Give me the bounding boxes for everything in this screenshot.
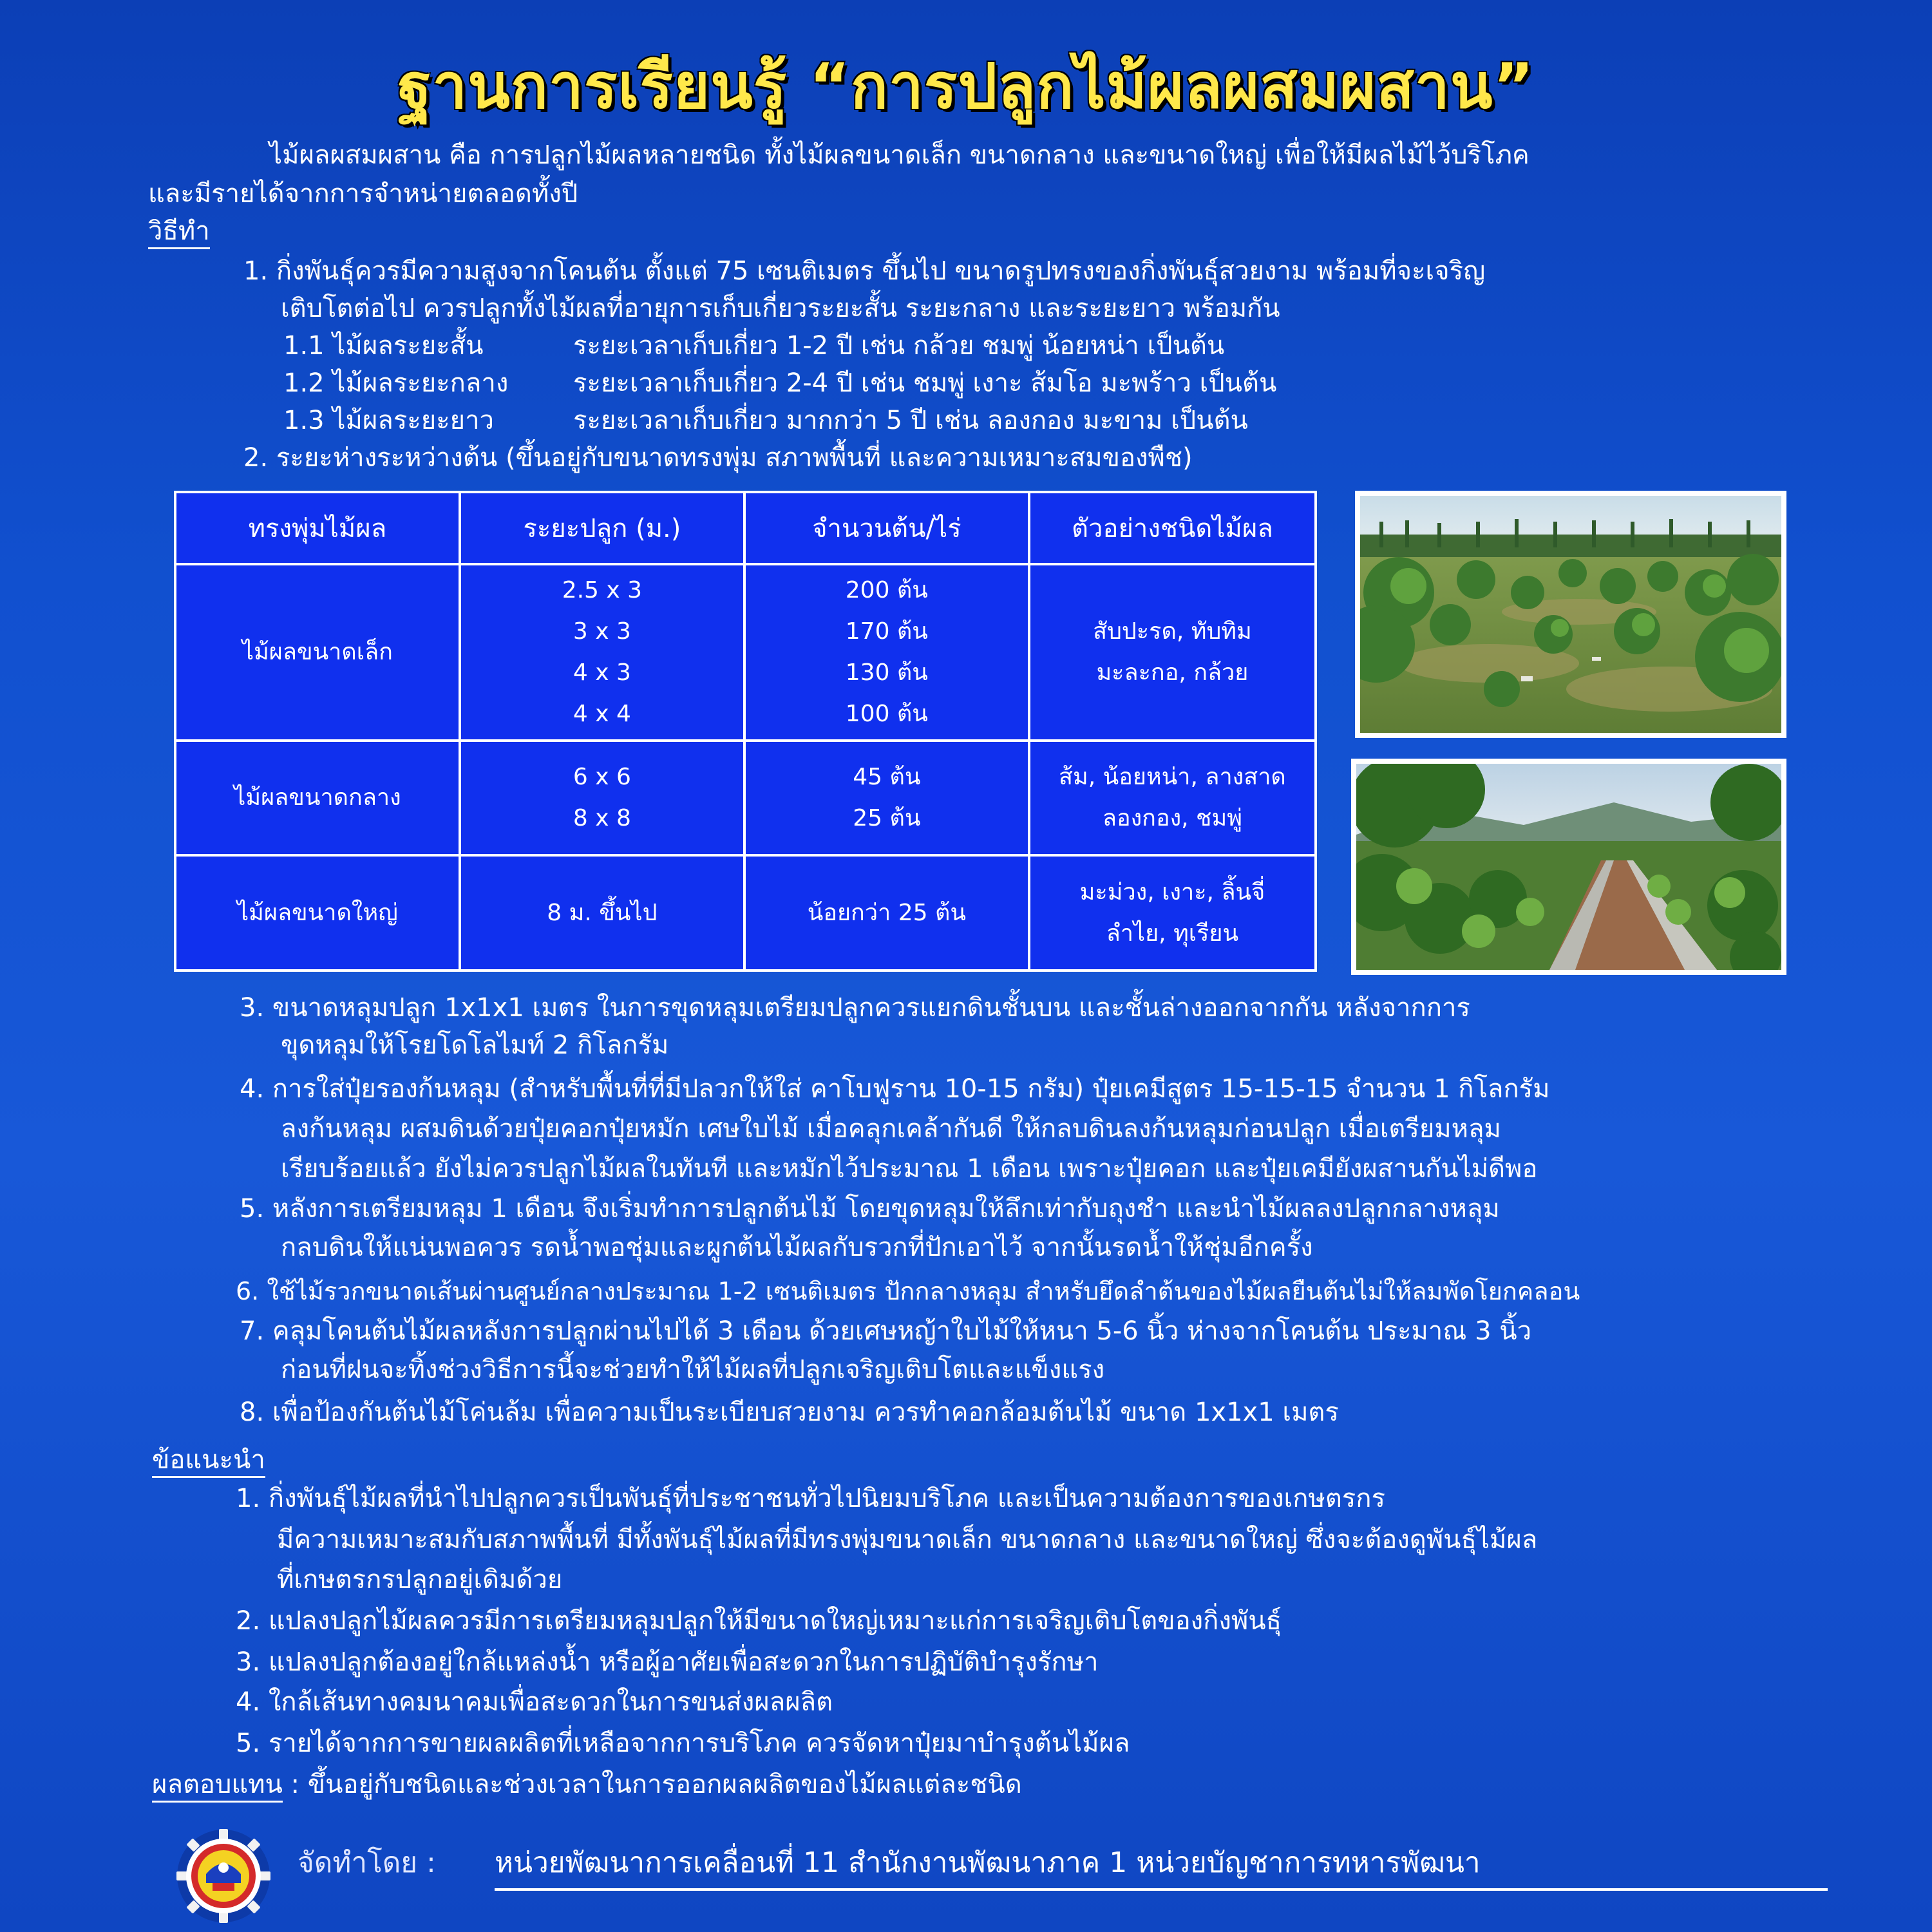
table-cell-spacing (460, 564, 744, 741)
spacing-value: 6 x 6 (573, 764, 631, 790)
advice-4: 4. ใกล้เส้นทางคมนาคมเพื่อสะดวกในการขนส่งผลผลิต (236, 1687, 833, 1717)
return-text: : ขึ้นอยู่กับชนิดและช่วงเวลาในการออกผลผลิตของไม้ผลแต่ละชนิด (282, 1770, 1022, 1799)
table-cell-examples (1029, 564, 1316, 741)
footer-underline (495, 1888, 1828, 1891)
table-cell-examples (1029, 741, 1316, 855)
table-header: จำนวนต้น/ไร่ (744, 492, 1029, 564)
table-cell-type: ไม้ผลขนาดเล็ก (175, 564, 460, 741)
example-value: สับปะรด, ทับทิม (1093, 618, 1252, 645)
method-heading (148, 211, 210, 251)
return-label: ผลตอบแทน (152, 1770, 283, 1803)
table-row (175, 741, 1316, 855)
footer-label: จัดทำโดย : (298, 1846, 436, 1879)
example-value: มะละกอ, กล้วย (1096, 659, 1249, 686)
spacing-value: 8 ม. ขึ้นไป (547, 899, 658, 926)
spacing-value: 3 x 3 (573, 618, 631, 645)
step-4-line-3: เรียบร้อยแล้ว ยังไม่ควรปลูกไม้ผลในทันที และหมักไว้ประมาณ 1 เดือน เพราะปุ๋ยคอก และปุ๋ยเคมียังผสานกันไม่ดีพอ (281, 1154, 1538, 1184)
intro-line-2: และมีรายได้จากการจำหน่ายตลอดทั้งปี (148, 179, 578, 209)
orchard-photo-1 (1355, 491, 1786, 738)
step-5-line-1: 5. หลังการเตรียมหลุม 1 เดือน จึงเริ่มทำการปลูกต้นไม้ โดยขุดหลุมให้ลึกเท่ากับถุงชำ และนำไม้ผลลงปลูกกลางหลุม (240, 1194, 1500, 1224)
step-4-line-1: 4. การใส่ปุ๋ยรองก้นหลุม (สำหรับพื้นที่ที่มีปลวกให้ใส่ คาโบฟูราน 10-15 กรัม) ปุ๋ยเคมีสูตร 15-15-15 จำนวน 1 กิโลกรัม (240, 1074, 1550, 1104)
table-row (175, 564, 1316, 741)
orchard-photo-2-image (1356, 764, 1781, 970)
sub-item-label: 1.1 ไม้ผลระยะสั้น (283, 331, 484, 361)
table-cell-count (744, 741, 1029, 855)
orchard-photo-2 (1351, 759, 1786, 975)
step-1-line-1: 1. กิ่งพันธุ์ควรมีความสูงจากโคนต้น ตั้งแต่ 75 เซนติเมตร ขึ้นไป ขนาดรูปทรงของกิ่งพันธุ์สวยงาม พร้อมที่จะเจริญ (243, 256, 1486, 286)
step-6: 6. ใช้ไม้รวกขนาดเส้นผ่านศูนย์กลางประมาณ 1-2 เซนติเมตร ปักกลางหลุม สำหรับยึดลำต้นของไม้ผลยืนต้นไม่ให้ลมพัดโยกคลอน (236, 1277, 1580, 1305)
table-cell-spacing (460, 741, 744, 855)
table-cell-examples (1029, 855, 1316, 971)
example-value: ลำไย, ทุเรียน (1106, 920, 1239, 947)
table-header-row (175, 492, 1316, 564)
advice-1-line-1: 1. กิ่งพันธุ์ไม้ผลที่นำไปปลูกควรเป็นพันธุ์ที่ประชาชนทั่วไปนิยมบริโภค และเป็นความต้องการของเกษตรกร (236, 1484, 1385, 1513)
advice-heading (152, 1440, 265, 1480)
spacing-value: 4 x 4 (573, 701, 631, 727)
return-line (152, 1765, 1022, 1804)
count-value: 130 ต้น (845, 659, 928, 686)
spacing-value: 2.5 x 3 (562, 577, 643, 603)
advice-1-line-3: ที่เกษตรกรปลูกอยู่เดิมด้วย (277, 1565, 563, 1595)
spacing-value: 8 x 8 (573, 805, 631, 831)
spacing-value: 4 x 3 (573, 659, 631, 686)
advice-heading-text: ข้อแนะนำ (152, 1445, 265, 1478)
gear-emblem-icon (175, 1828, 272, 1924)
advice-5: 5. รายได้จากการขายผลผลิตที่เหลือจากการบริโภค ควรจัดหาปุ๋ยมาบำรุงต้นไม้ผล (236, 1728, 1130, 1758)
table-cell-type: ไม้ผลขนาดกลาง (175, 741, 460, 855)
sub-item-detail: ระยะเวลาเก็บเกี่ยว มากกว่า 5 ปี เช่น ลองกอง มะขาม เป็นต้น (573, 406, 1248, 435)
count-value: น้อยกว่า 25 ต้น (807, 899, 966, 926)
table-cell-spacing (460, 855, 744, 971)
table-cell-count (744, 564, 1029, 741)
count-value: 170 ต้น (845, 618, 928, 645)
table-header: ทรงพุ่มไม้ผล (175, 492, 460, 564)
step-7-line-2: ก่อนที่ฝนจะทิ้งช่วงวิธีการนี้จะช่วยทำให้ไม้ผลที่ปลูกเจริญเติบโตและแข็งแรง (281, 1355, 1105, 1385)
step-8: 8. เพื่อป้องกันต้นไม้โค่นล้ม เพื่อความเป็นระเบียบสวยงาม ควรทำคอกล้อมต้นไม้ ขนาด 1x1x1 เมตร (240, 1397, 1339, 1427)
advice-1-line-2: มีความเหมาะสมกับสภาพพื้นที่ มีทั้งพันธุ์ไม้ผลที่มีทรงพุ่มขนาดเล็ก ขนาดกลาง และขนาดใหญ่ ซึ่งจะต้องดูพันธุ์ไม้ผล (277, 1525, 1538, 1555)
advice-3: 3. แปลงปลูกต้องอยู่ใกล้แหล่งน้ำ หรือผู้อาศัยเพื่อสะดวกในการปฏิบัติบำรุงรักษา (236, 1647, 1099, 1677)
example-value: มะม่วง, เงาะ, ลิ้นจี่ (1079, 878, 1265, 905)
step-2: 2. ระยะห่างระหว่างต้น (ขึ้นอยู่กับขนาดทรงพุ่ม สภาพพื้นที่ และความเหมาะสมของพืช) (243, 443, 1193, 473)
table-header: ระยะปลูก (ม.) (460, 492, 744, 564)
footer-organization: หน่วยพัฒนาการเคลื่อนที่ 11 สำนักงานพัฒนาภาค 1 หน่วยบัญชาการทหารพัฒนา (495, 1846, 1481, 1879)
table-header: ตัวอย่างชนิดไม้ผล (1029, 492, 1316, 564)
count-value: 100 ต้น (845, 701, 928, 727)
sub-item-detail: ระยะเวลาเก็บเกี่ยว 2-4 ปี เช่น ชมพู่ เงาะ ส้มโอ มะพร้าว เป็นต้น (573, 368, 1277, 398)
intro-line-1: ไม้ผลผสมผสาน คือ การปลูกไม้ผลหลายชนิด ทั้งไม้ผลขนาดเล็ก ขนาดกลาง และขนาดใหญ่ เพื่อให้มีผลไม้ไว้บริโภค (269, 140, 1530, 170)
unit-logo (175, 1828, 272, 1924)
step-3-line-1: 3. ขนาดหลุมปลูก 1x1x1 เมตร ในการขุดหลุมเตรียมปลูกควรแยกดินชั้นบน และชั้นล่างออกจากกัน หลังจากการ (240, 993, 1470, 1023)
step-3-line-2: ขุดหลุมให้โรยโดโลไมท์ 2 กิโลกรัม (281, 1030, 669, 1060)
table-cell-count (744, 855, 1029, 971)
page-title: ฐานการเรียนรู้ “การปลูกไม้ผลผสมผสาน” (397, 50, 1535, 122)
count-value: 25 ต้น (853, 805, 921, 831)
table-row (175, 855, 1316, 971)
method-heading-text: วิธีทำ (148, 216, 210, 249)
sub-item-detail: ระยะเวลาเก็บเกี่ยว 1-2 ปี เช่น กล้วย ชมพู่ น้อยหน่า เป็นต้น (573, 331, 1225, 361)
orchard-photo-1-image (1360, 496, 1781, 733)
sub-item-label: 1.2 ไม้ผลระยะกลาง (283, 368, 509, 398)
step-5-line-2: กลบดินให้แน่นพอควร รดน้ำพอชุ่มและผูกต้นไม้ผลกับรวกที่ปักเอาไว้ จากนั้นรดน้ำให้ชุ่มอีกครั้ง (281, 1233, 1313, 1262)
count-value: 45 ต้น (853, 764, 921, 790)
step-4-line-2: ลงก้นหลุม ผสมดินด้วยปุ๋ยคอกปุ๋ยหมัก เศษใบไม้ เมื่อคลุกเคล้ากันดี ให้กลบดินลงก้นหลุมก่อนปลูก เมื่อเตรียมหลุม (281, 1114, 1501, 1144)
advice-2: 2. แปลงปลูกไม้ผลควรมีการเตรียมหลุมปลูกให้มีขนาดใหญ่เหมาะแก่การเจริญเติบโตของกิ่งพันธุ์ (236, 1606, 1282, 1636)
table-cell-type: ไม้ผลขนาดใหญ่ (175, 855, 460, 971)
step-1-line-2: เติบโตต่อไป ควรปลูกทั้งไม้ผลที่อายุการเก็บเกี่ยวระยะสั้น ระยะกลาง และระยะยาว พร้อมกัน (281, 294, 1280, 323)
spacing-table (174, 491, 1317, 972)
example-value: ส้ม, น้อยหน่า, ลางสาด (1059, 764, 1286, 790)
example-value: ลองกอง, ชมพู่ (1102, 805, 1242, 831)
count-value: 200 ต้น (845, 577, 928, 603)
step-7-line-1: 7. คลุมโคนต้นไม้ผลหลังการปลูกผ่านไปได้ 3 เดือน ด้วยเศษหญ้าใบไม้ให้หนา 5-6 นิ้ว ห่างจากโคนต้น ประมาณ 3 นิ้ว (240, 1316, 1532, 1346)
sub-item-label: 1.3 ไม้ผลระยะยาว (283, 406, 495, 435)
